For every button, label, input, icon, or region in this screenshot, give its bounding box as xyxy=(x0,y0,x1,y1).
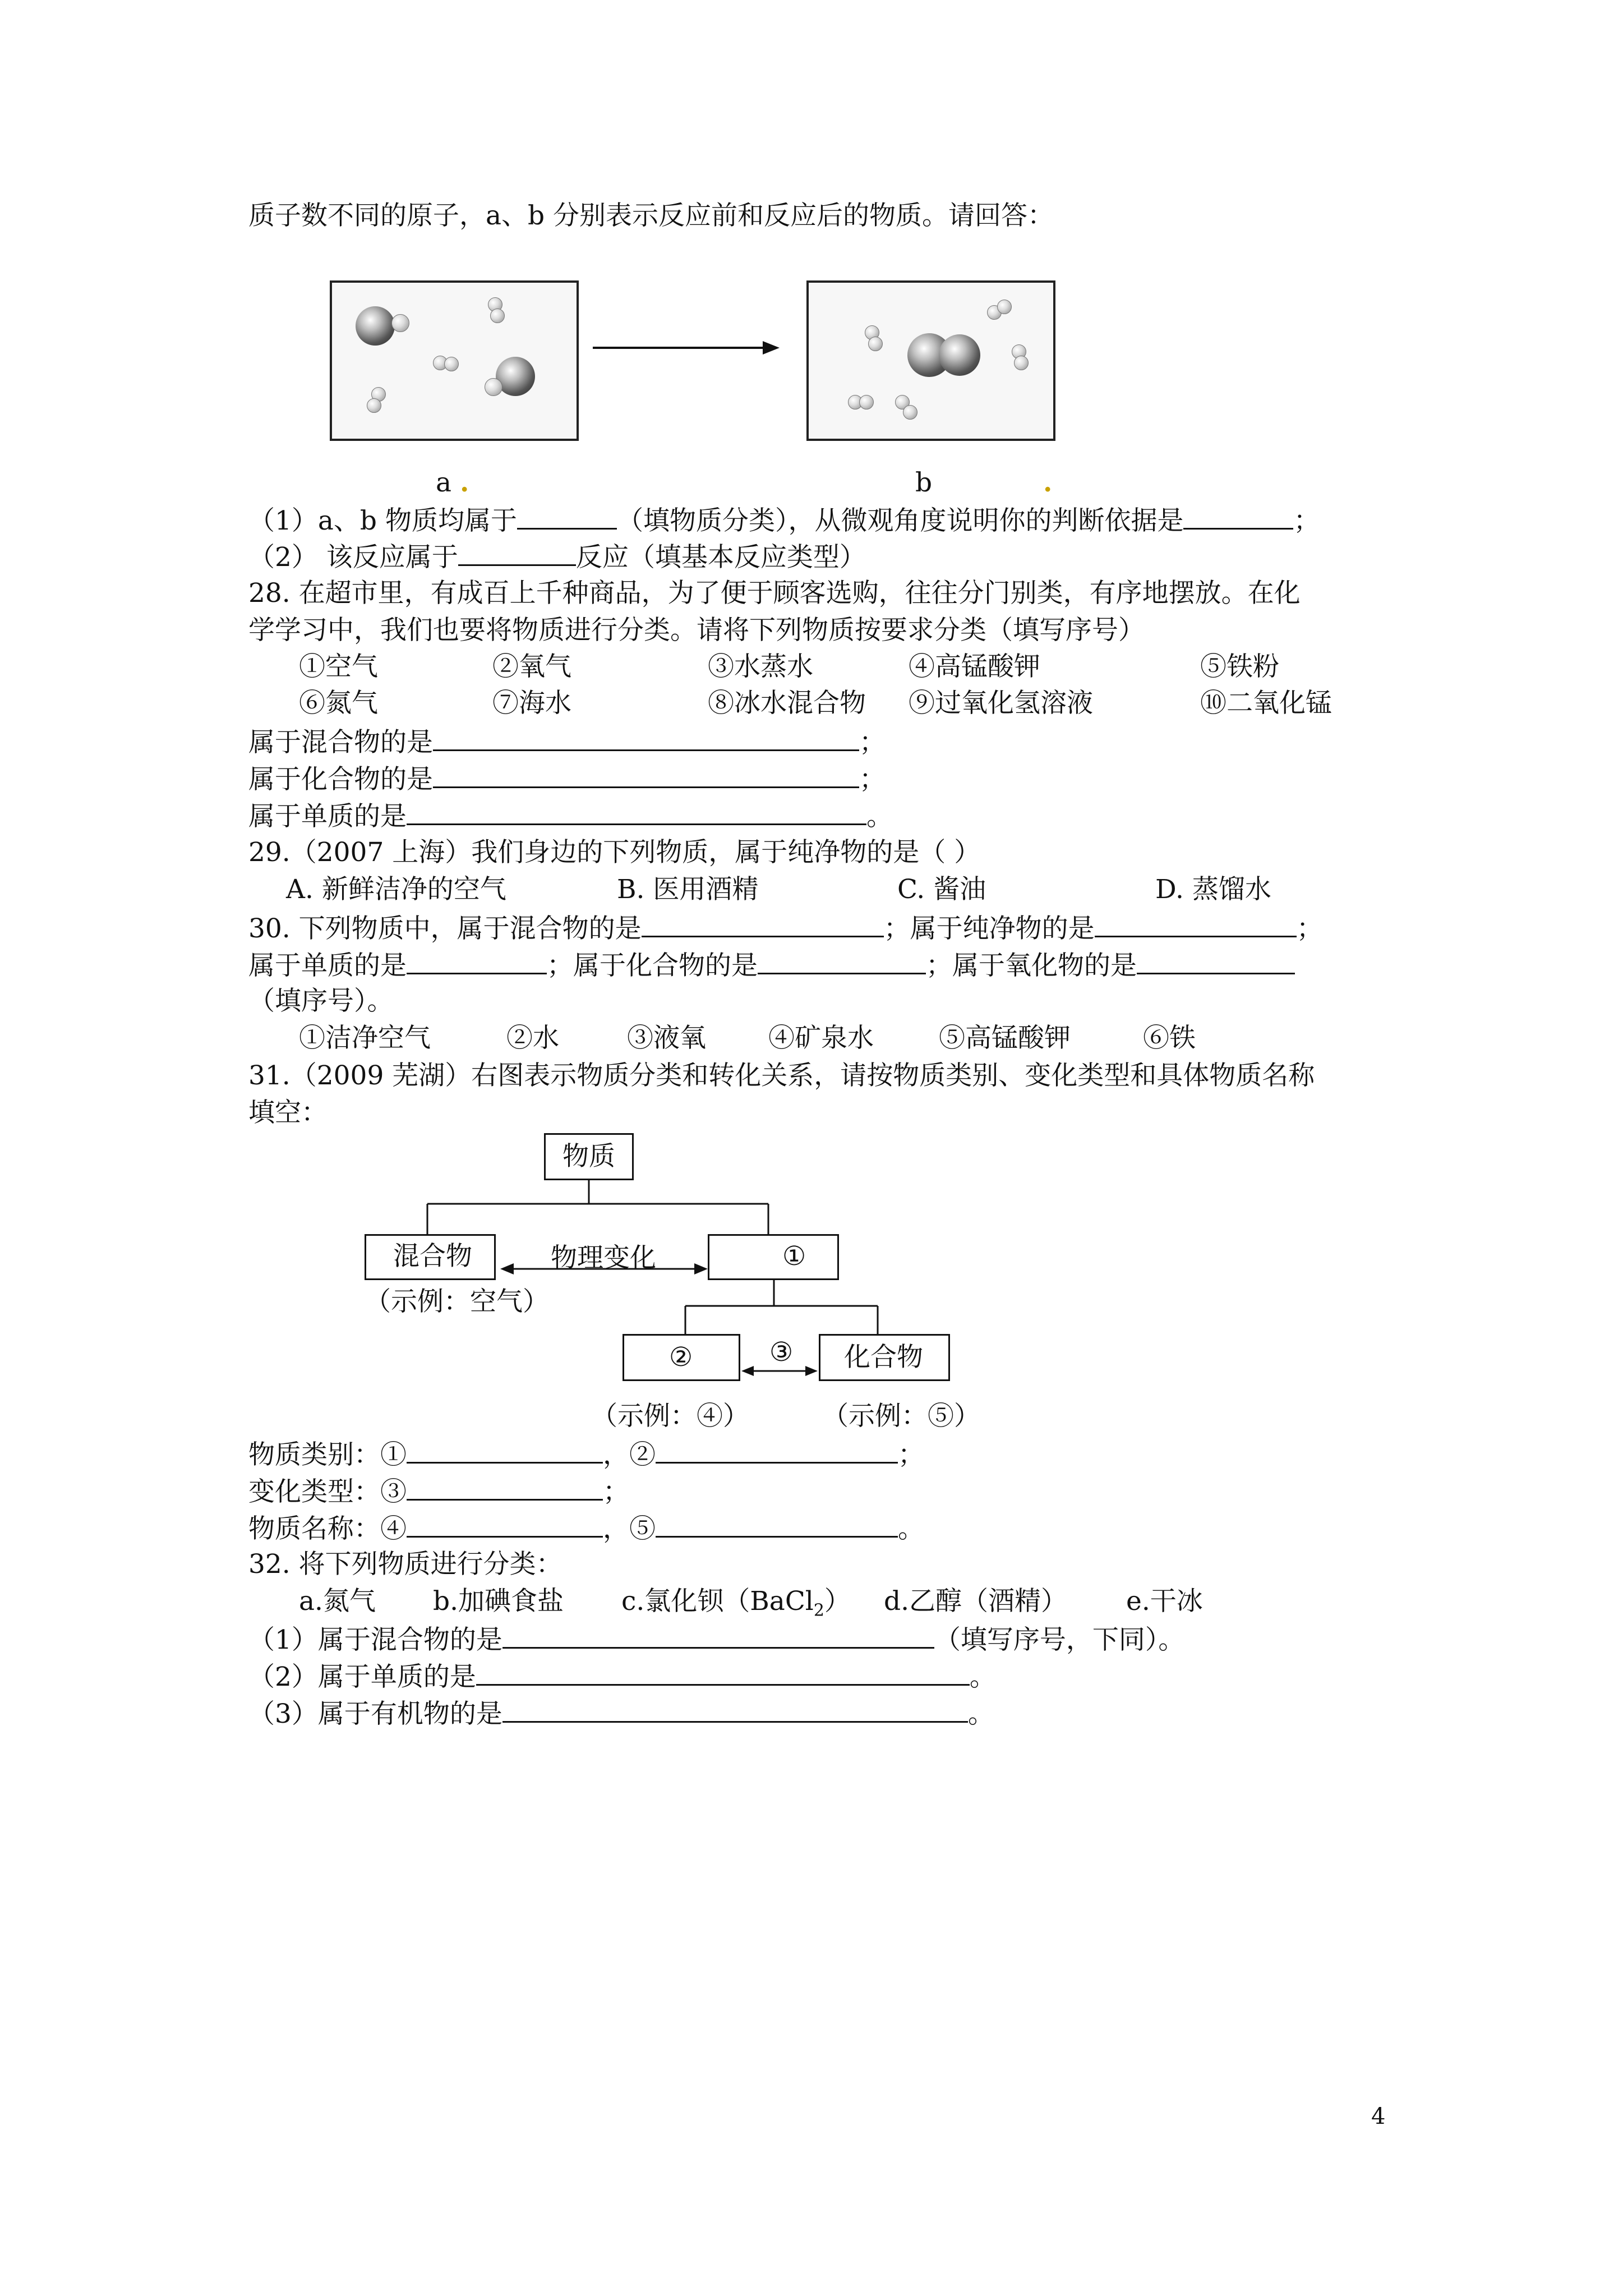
example-5: （示例：⑤） xyxy=(822,1401,980,1432)
answer-blank[interactable] xyxy=(407,1472,603,1501)
intro-text: 质子数不同的原子，a、b 分别表示反应前和反应后的物质。请回答： xyxy=(248,200,1054,231)
q32-part1: （1）属于混合物的是 （填写序号，下同）。 xyxy=(248,1620,1184,1659)
answer-blank[interactable] xyxy=(502,1694,968,1723)
page-number: 4 xyxy=(1371,2104,1386,2129)
q28-item: ⑥氮气 xyxy=(299,688,378,719)
label-b: b xyxy=(915,467,933,498)
label-b-dot: . xyxy=(1043,467,1053,498)
q27-part2: （2） 该反应属于 反应（填基本反应类型） xyxy=(248,537,866,576)
q28-item: ⑩二氧化锰 xyxy=(1200,688,1332,719)
q32-option-b: b.加碘食盐 xyxy=(433,1586,564,1617)
node-compound: 化合物 xyxy=(819,1334,950,1381)
q28-item: ④高锰酸钾 xyxy=(909,651,1040,682)
q32-option-d: d.乙醇（酒精） xyxy=(884,1586,1068,1617)
node-3-label: ③ xyxy=(769,1337,794,1368)
node-2: ② xyxy=(623,1334,740,1381)
q32-option-e: e.干冰 xyxy=(1126,1586,1203,1617)
q29-option: B. 医用酒精 xyxy=(617,874,759,905)
q31-categories: 物质类别：① ，② ； xyxy=(248,1435,924,1474)
example-4: （示例：④） xyxy=(591,1401,749,1432)
q28-item: ⑨过氧化氢溶液 xyxy=(909,688,1093,719)
q32-part3: （3）属于有机物的是 。 xyxy=(248,1694,994,1733)
q32-option-c: c.氯化钡（BaCl$_2$） xyxy=(621,1586,851,1621)
q30-item: ③液氧 xyxy=(627,1023,706,1053)
q28-compound: 属于化合物的是 ； xyxy=(248,760,886,798)
answer-blank[interactable] xyxy=(407,1509,603,1538)
answer-blank[interactable] xyxy=(656,1435,898,1464)
q28-item: ⑧冰水混合物 xyxy=(708,688,866,719)
q30-line1: 30. 下列物质中，属于混合物的是 ；属于纯净物的是 ； xyxy=(248,909,1323,947)
q30-item: ⑥铁 xyxy=(1143,1023,1196,1053)
answer-blank[interactable] xyxy=(502,1620,934,1649)
answer-blank[interactable] xyxy=(407,1435,603,1464)
label-a: a . xyxy=(436,467,469,498)
physical-change-label: 物理变化 xyxy=(551,1243,656,1273)
q28-item: ③水蒸水 xyxy=(708,651,813,682)
node-root: 物质 xyxy=(544,1133,634,1180)
example-air: （示例：空气） xyxy=(365,1286,549,1317)
node-mixture: 混合物 xyxy=(365,1234,496,1280)
q28-stem-line1: 28. 在超市里，有成百上千种商品，为了便于顾客选购，往往分门别类，有序地摆放。在化 xyxy=(248,578,1301,609)
q30-line3: （填序号）。 xyxy=(248,986,394,1016)
q28-item: ⑦海水 xyxy=(492,688,571,719)
q28-element: 属于单质的是 。 xyxy=(248,797,893,835)
q29-option: A. 新鲜洁净的空气 xyxy=(286,874,506,905)
q29-option: C. 酱油 xyxy=(897,874,986,905)
q29-stem: 29.（2007 上海）我们身边的下列物质，属于纯净物的是（ ） xyxy=(248,837,981,868)
q32-stem: 32. 将下列物质进行分类： xyxy=(248,1549,562,1580)
q30-item: ⑤高锰酸钾 xyxy=(939,1023,1071,1053)
q27-part1: （1）a、b 物质均属于 （填物质分类），从微观角度说明你的判断依据是 ； xyxy=(248,501,1320,540)
q32-option-a: a.氮气 xyxy=(299,1586,376,1617)
q28-mixture: 属于混合物的是 ； xyxy=(248,723,886,761)
q31-names: 物质名称：④ ，⑤ 。 xyxy=(248,1509,924,1548)
q32-part2: （2）属于单质的是 。 xyxy=(248,1657,996,1696)
answer-blank[interactable] xyxy=(476,1657,970,1686)
node-1: ① xyxy=(708,1234,839,1280)
q28-item: ①空气 xyxy=(299,651,378,682)
q30-item: ④矿泉水 xyxy=(768,1023,874,1053)
q28-stem-line2: 学学习中，我们也要将物质进行分类。请将下列物质按要求分类（填写序号） xyxy=(248,615,1145,646)
q28-item: ②氧气 xyxy=(492,651,571,682)
answer-blank[interactable] xyxy=(656,1509,898,1538)
q29-option: D. 蒸馏水 xyxy=(1155,874,1271,905)
q31-stem-line2: 填空： xyxy=(248,1097,328,1128)
q31-change-type: 变化类型：③ ； xyxy=(248,1472,629,1511)
q30-item: ①洁净空气 xyxy=(299,1023,431,1053)
q31-stem-line1: 31.（2009 芜湖）右图表示物质分类和转化关系，请按物质类别、变化类型和具体物质名称 xyxy=(248,1060,1315,1091)
q30-line2: 属于单质的是 ；属于化合物的是 ；属于氧化物的是 xyxy=(248,946,1295,984)
q28-item: ⑤铁粉 xyxy=(1200,651,1279,682)
q30-item: ②水 xyxy=(506,1023,559,1053)
